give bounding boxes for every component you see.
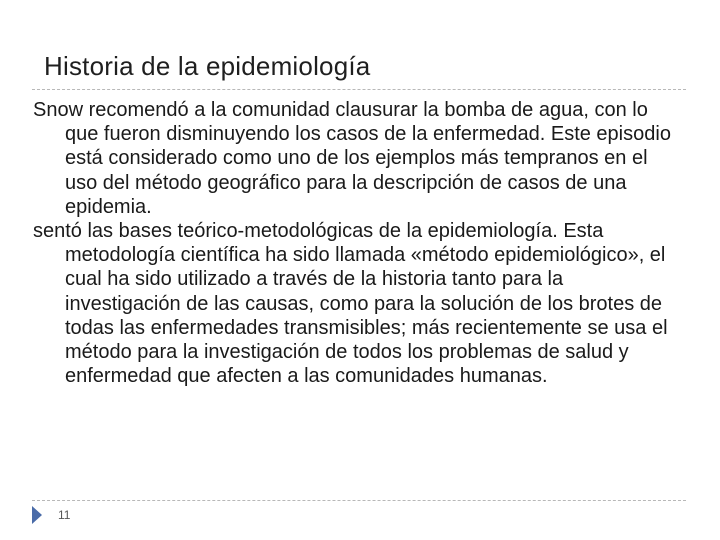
slide-title: Historia de la epidemiología xyxy=(44,51,371,81)
title-divider xyxy=(32,89,686,90)
body-paragraph-1: Snow recomendó a la comunidad clausurar la bomba de agua, con lo que fueron disminuyendo los casos de la enfermedad. Este episodio está considerado como uno de los ejemplos más tempranos en el uso del método geográfico para la descripción de casos de una epidemia. xyxy=(33,99,671,218)
arrow-right-icon xyxy=(32,506,42,524)
footer-divider xyxy=(32,500,686,501)
slide-body xyxy=(33,98,683,388)
body-paragraph-2: sentó las bases teórico-metodológicas de la epidemiología. Esta metodología científica ha sido llamada «método epidemiológico», el cual ha sido utilizado a través de la historia tanto para la investigación de las causas, como para la solución de los brotes de todas las enfermedades transmisibles; más recientemente se usa el método para la investigación de todos los problemas de salud y enfermedad que afecten a las comunidades humanas. xyxy=(33,220,668,388)
slide-footer xyxy=(32,504,70,526)
page-number: 11 xyxy=(58,508,71,522)
